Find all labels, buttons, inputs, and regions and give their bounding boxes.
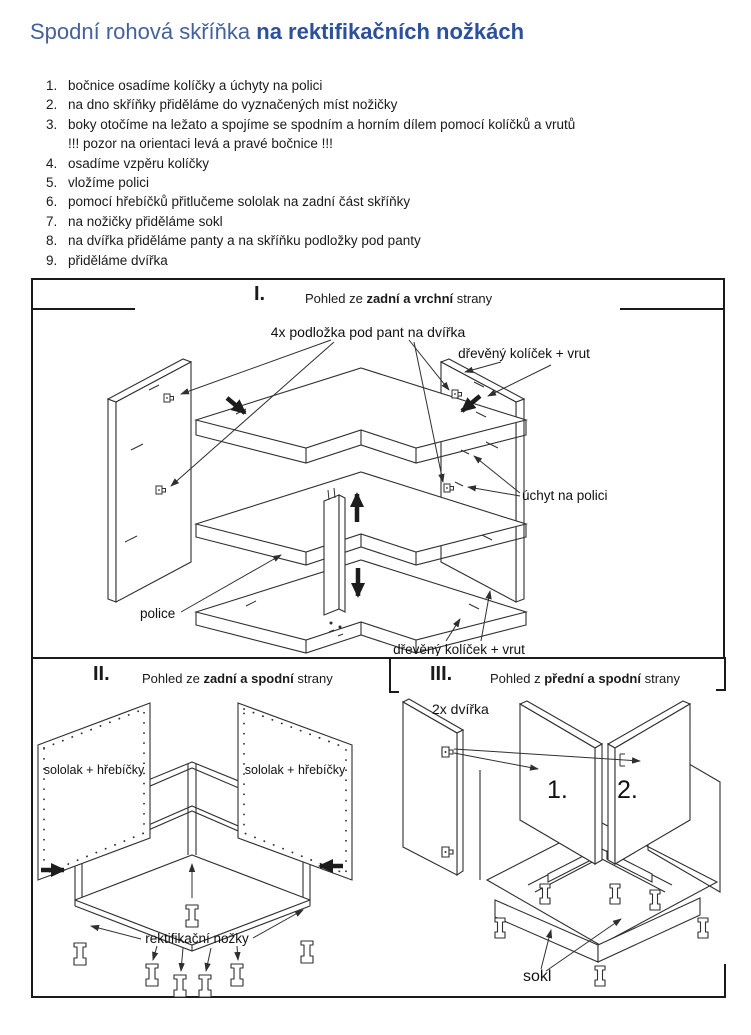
panel2-view-bold: zadní a spodní xyxy=(203,671,294,686)
step-item xyxy=(46,251,575,270)
step-number: 9. xyxy=(46,252,58,268)
back-panel-right xyxy=(238,703,352,880)
back-panel-left xyxy=(38,703,150,880)
step-item xyxy=(46,76,575,95)
label-door-2: 2. xyxy=(617,776,638,804)
label-back-panel-right: sololak + hřebíčky xyxy=(244,763,346,777)
step-text: vložíme polici xyxy=(68,175,150,191)
step-text: pomocí hřebíčků přitlučeme sololak na zadní část skříňky xyxy=(68,194,411,210)
step-item xyxy=(46,231,575,250)
label-shelf: police xyxy=(140,606,176,621)
label-hinge-pads: 4x podložka pod pant na dvířka xyxy=(270,324,466,340)
step-text: osadíme vzpěru kolíčky xyxy=(68,155,210,171)
step-text: na nožičky přiděláme sokl xyxy=(68,213,223,229)
panel1-view-prefix: Pohled ze xyxy=(305,291,367,306)
step-number: 2. xyxy=(46,97,58,113)
step-text: na dno skříňky přiděláme do vyznačených míst nožičky xyxy=(68,97,398,113)
step-item xyxy=(46,212,575,231)
panel3-view-bold: přední a spodní xyxy=(544,671,641,686)
panel2-view-prefix: Pohled ze xyxy=(142,671,204,686)
step-number: 6. xyxy=(46,194,58,210)
step-item xyxy=(46,192,575,211)
page-title-bold: na rektifikačních nožkách xyxy=(256,19,525,44)
label-shelf-clip: úchyt na polici xyxy=(522,488,608,503)
step-number: 4. xyxy=(46,155,58,171)
figure-divider xyxy=(389,657,391,693)
panel3-numeral: III. xyxy=(430,663,453,685)
assembly-steps-list xyxy=(46,76,575,270)
step-number: 7. xyxy=(46,213,58,229)
diagram-rear-top-view xyxy=(31,310,725,656)
panel1-view-suffix: strany xyxy=(453,291,493,306)
label-door-1: 1. xyxy=(547,776,568,804)
page-title-regular: Spodní rohová skříňka xyxy=(30,19,251,44)
step-text: bočnice osadíme kolíčky a úchyty na polici xyxy=(68,78,323,93)
rear-legs xyxy=(540,884,660,910)
step-number: 3. xyxy=(46,116,58,132)
figure-border-middle xyxy=(31,657,726,659)
panel1-view-title xyxy=(305,291,492,306)
step-text: přiděláme dvířka xyxy=(68,252,168,268)
label-plinth: sokl xyxy=(523,968,552,985)
panel1-numeral: I. xyxy=(254,283,266,305)
panel2-view-suffix: strany xyxy=(293,671,333,686)
side-panel-left xyxy=(108,359,191,602)
step-number: 1. xyxy=(46,78,58,93)
diagram-front-bottom-view xyxy=(390,692,726,998)
label-doors-count: 2x dvířka xyxy=(432,701,489,717)
panel1-view-bold: zadní a vrchní xyxy=(366,291,454,306)
step-note-text: !!! pozor na orientaci levá a pravé bočnice !!! xyxy=(68,136,333,152)
label-dowel-screw-bottom: dřevěný kolíček + vrut xyxy=(393,642,525,656)
step-item xyxy=(46,95,575,114)
panel2-numeral: II. xyxy=(93,663,110,685)
step-number: 5. xyxy=(46,175,58,191)
step-text: boky otočíme na ležato a spojíme se spodním a horním dílem pomocí kolíčků a vrutů xyxy=(68,116,576,132)
step-note xyxy=(46,134,575,153)
step-item xyxy=(46,154,575,173)
diagram-rear-bottom-view xyxy=(31,692,390,998)
label-back-panel-left: sololak + hřebíčky xyxy=(43,763,145,777)
panel3-view-title xyxy=(490,671,680,686)
panel3-view-suffix: strany xyxy=(641,671,681,686)
panel2-view-title xyxy=(142,671,333,686)
label-adjustable-legs: rektifikační nožky xyxy=(145,931,249,946)
panel3-view-prefix: Pohled z xyxy=(490,671,545,686)
figure-border-top xyxy=(31,278,725,280)
step-number: 8. xyxy=(46,233,58,249)
step-item xyxy=(46,115,575,134)
figure-border-right-seg1 xyxy=(724,657,726,691)
label-dowel-screw-top: dřevěný kolíček + vrut xyxy=(458,346,590,361)
step-text: na dvířka přiděláme panty a na skříňku podložky pod panty xyxy=(68,233,421,249)
door-panel-left xyxy=(403,699,463,875)
figure-right-tick xyxy=(716,689,726,691)
step-item xyxy=(46,173,575,192)
page-title xyxy=(30,17,524,47)
